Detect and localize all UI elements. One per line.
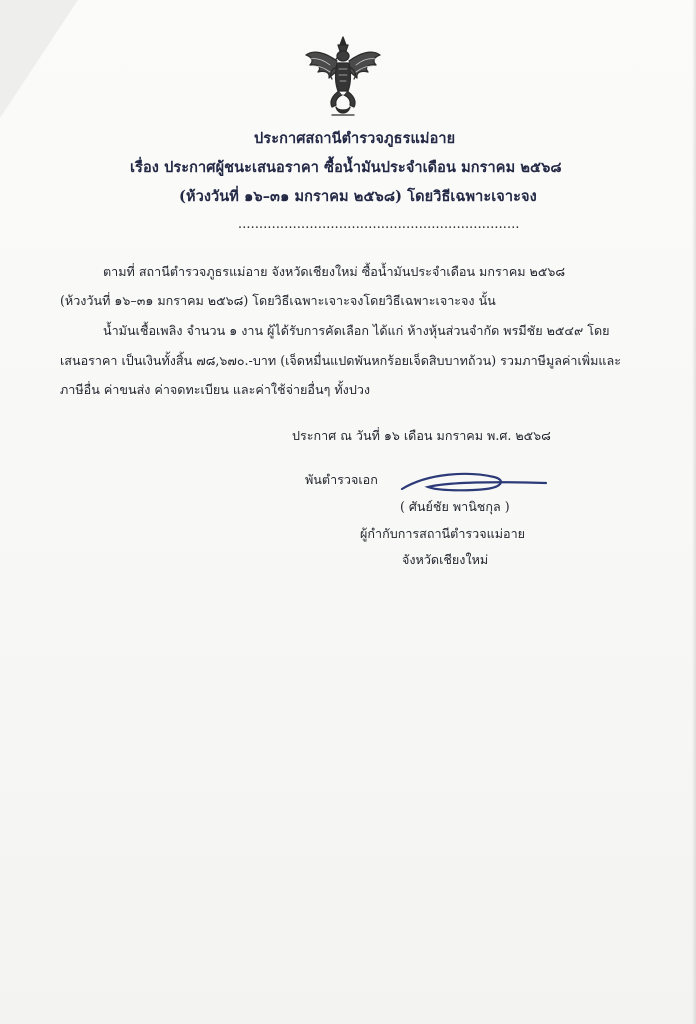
paragraph-2-line-3: ภาษีอื่น ค่าขนส่ง ค่าจดทะเบียน และค่าใช้จ่ายอื่นๆ ทั้งปวง bbox=[60, 382, 371, 397]
signer-rank: พันตำรวจเอก bbox=[305, 472, 378, 487]
paragraph-2-line-1: น้ำมันเชื้อเพลิง จำนวน ๑ งาน ผู้ได้รับการคัดเลือก ได้แก่ ห้างหุ้นส่วนจำกัด พรมีชัย ๒๕๔๙ โดย bbox=[103, 323, 610, 338]
signer-position: ผู้กำกับการสถานีตำรวจแม่อาย bbox=[360, 526, 526, 541]
paragraph-1-line-2: (ห้วงวันที่ ๑๖–๓๑ มกราคม ๒๕๖๘) โดยวิธีเฉพาะเจาะจงโดยวิธีเฉพาะเจาะจง นั้น bbox=[60, 293, 496, 308]
handwritten-signature bbox=[398, 467, 548, 501]
announcement-title: ประกาศสถานีตำรวจภูธรแม่อาย bbox=[254, 130, 456, 147]
signer-province: จังหวัดเชียงใหม่ bbox=[402, 552, 489, 567]
paragraph-2-line-2: เสนอราคา เป็นเงินทั้งสิ้น ๗๘,๖๗๐.-บาท (เจ็ดหมื่นแปดพันหกร้อยเจ็ดสิบบาทถ้วน) รวมภาษีมูลค่าเพิ่มและ bbox=[60, 353, 621, 368]
subject-line: เรื่อง ประกาศผู้ชนะเสนอราคา ซื้อน้ำมันประจำเดือน มกราคม ๒๕๖๘ bbox=[130, 159, 562, 176]
dotted-divider: ................................................................... bbox=[238, 216, 520, 231]
folded-corner bbox=[0, 0, 78, 118]
garuda-emblem-icon bbox=[302, 35, 384, 121]
page-edge-shadow bbox=[692, 0, 696, 1024]
announce-date: ประกาศ ณ วันที่ ๑๖ เดือน มกราคม พ.ศ. ๒๕๖๘ bbox=[292, 428, 551, 443]
paragraph-1-line-1: ตามที่ สถานีตำรวจภูธรแม่อาย จังหวัดเชียงใหม่ ซื้อน้ำมันประจำเดือน มกราคม ๒๕๖๘ bbox=[103, 264, 566, 279]
signer-name: ( ศันย์ชัย พานิชกุล ) bbox=[400, 499, 510, 514]
period-line: (ห้วงวันที่ ๑๖–๓๑ มกราคม ๒๕๖๘) โดยวิธีเฉพาะเจาะจง bbox=[179, 188, 537, 205]
